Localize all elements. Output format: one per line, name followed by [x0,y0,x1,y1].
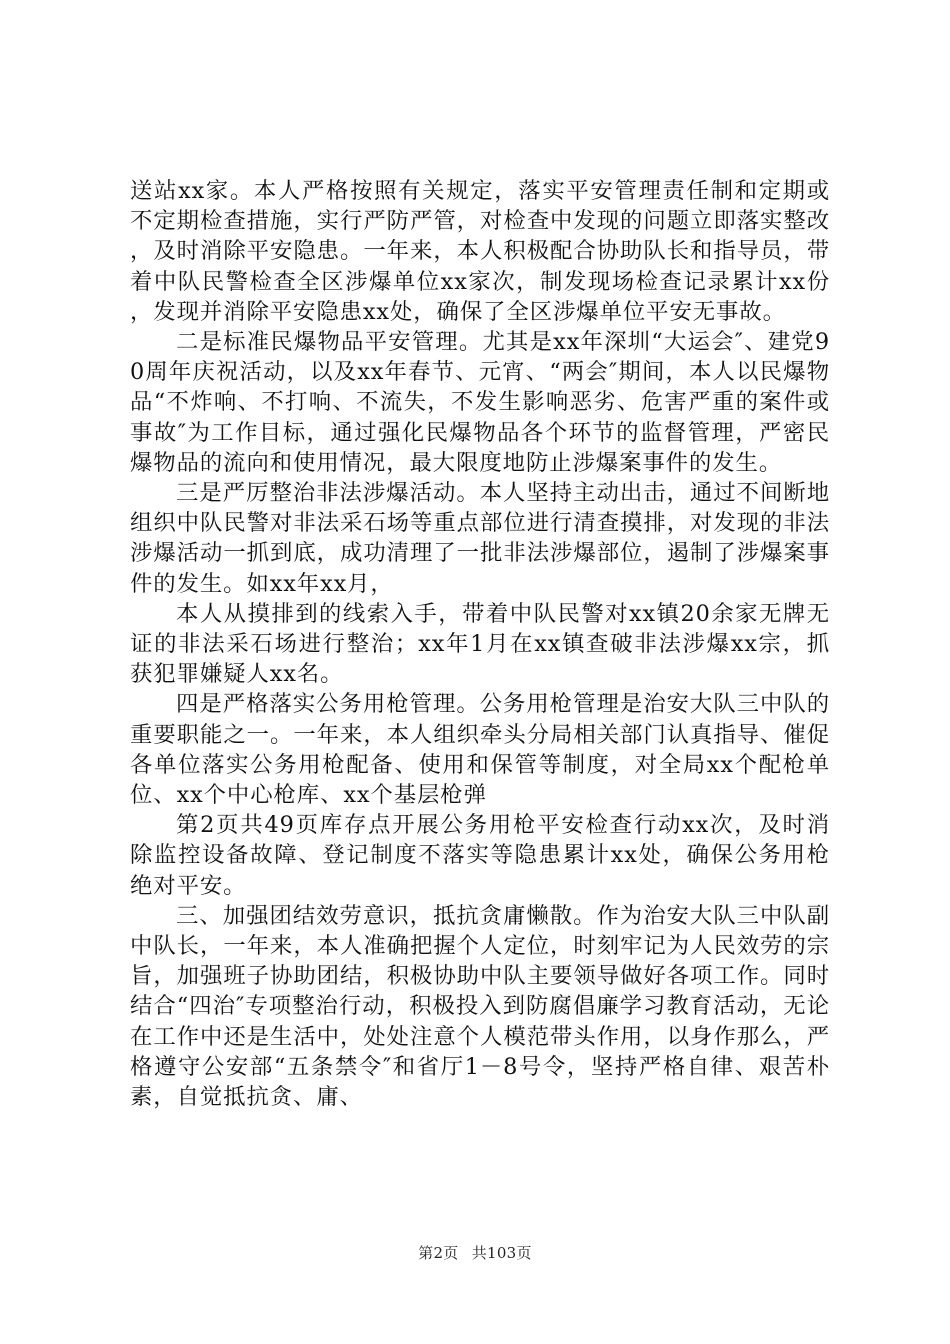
paragraph-3: 三是严厉整治非法涉爆活动。本人坚持主动出击，通过不间断地组织中队民警对非法采石场等重点部位进行清查摸排，对发现的非法涉爆活动一抓到底，成功清理了一批非法涉爆部位，遏制了涉爆案事件的发生。如xx年xx月， [130,480,830,597]
paragraph-7: 三、加强团结效劳意识，抵抗贪庸懒散。作为治安大队三中队副中队长，一年来，本人准确把握个人定位，时刻牢记为人民效劳的宗旨，加强班子协助团结，积极协助中队主要领导做好各项工作。同时结合“四治″专项整治行动，积极投入到防腐倡廉学习教育活动，无论在工作中还是生活中，处处注意个人模范带头作用，以身作那么，严格遵守公安部“五条禁令″和省厅1－8号令，坚持严格自律、艰苦朴素，自觉抵抗贪、庸、 [130,902,830,1111]
total-pages: 共103页 [471,1244,532,1262]
paragraph-2: 二是标准民爆物品平安管理。尤其是xx年深圳“大运会″、建党90周年庆祝活动，以及xx年春节、元宵、“两会″期间，本人以民爆物品“不炸响、不打响、不流失，不发生影响恶劣、危害严重的案件或事故″为工作目标，通过强化民爆物品各个环节的监督管理，严密民爆物品的流向和使用情况，最大限度地防止涉爆案事件的发生。 [130,329,830,476]
page-footer [0,1243,950,1263]
document-body [130,176,830,1112]
paragraph-5: 四是严格落实公务用枪管理。公务用枪管理是治安大队三中队的重要职能之一。一年来，本人组织牵头分局相关部门认真指导、催促各单位落实公务用枪配备、使用和保管等制度，对全局xx个配枪单位、xx个中心枪库、xx个基层枪弹 [130,691,830,809]
page-number: 第2页 [418,1244,459,1262]
paragraph-1: 送站xx家。本人严格按照有关规定，落实平安管理责任制和定期或不定期检查措施，实行严防严管，对检查中发现的问题立即落实整改，及时消除平安隐患。一年来，本人积极配合协助队长和指导员，带着中队民警检查全区涉爆单位xx家次，制发现场检查记录累计xx份，发现并消除平安隐患xx处，确保了全区涉爆单位平安无事故。 [130,178,830,325]
paragraph-6: 第2页共49页库存点开展公务用枪平安检查行动xx次，及时消除监控设备故障、登记制度不落实等隐患累计xx处，确保公务用枪绝对平安。 [130,812,830,899]
paragraph-4: 本人从摸排到的线索入手，带着中队民警对xx镇20余家无牌无证的非法采石场进行整治；xx年1月在xx镇查破非法涉爆xx宗，抓获犯罪嫌疑人xx名。 [130,600,830,688]
